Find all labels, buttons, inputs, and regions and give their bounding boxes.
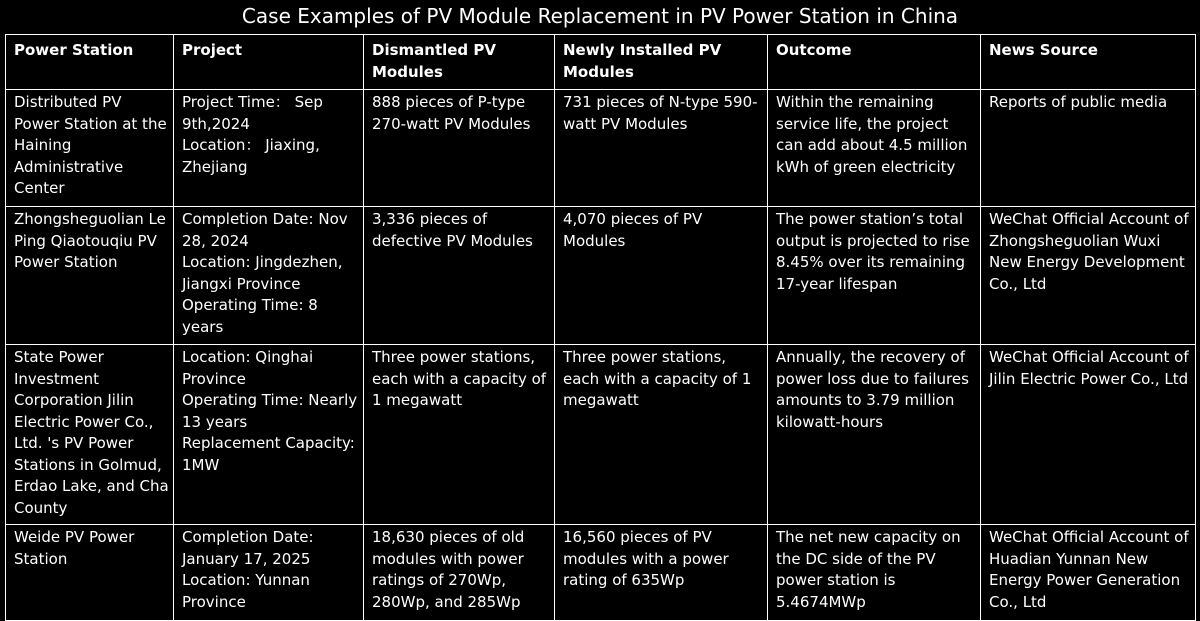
table-row <box>6 90 1196 207</box>
table-row <box>6 525 1196 621</box>
cell-outcome: Annually, the recovery of power loss due to failures amounts to 3.79 million kilowatt-hours <box>768 345 981 525</box>
case-examples-table <box>5 34 1196 621</box>
cell-new-installed: 4,070 pieces of PV Modules <box>555 207 768 345</box>
cell-dismantled: 888 pieces of P-type 270-watt PV Modules <box>364 90 555 207</box>
cell-power-station: Weide PV Power Station <box>6 525 174 621</box>
cell-news-source: WeChat Official Account of Huadian Yunnan New Energy Power Generation Co., Ltd <box>981 525 1196 621</box>
cell-project: Completion Date: January 17, 2025 Location: Yunnan Province <box>174 525 364 621</box>
cell-power-station: Distributed PV Power Station at the Haining Administrative Center <box>6 90 174 207</box>
cell-outcome: The net new capacity on the DC side of the PV power station is 5.4674MWp <box>768 525 981 621</box>
cell-new-installed: Three power stations, each with a capacity of 1 megawatt <box>555 345 768 525</box>
cell-outcome: The power station’s total output is projected to rise 8.45% over its remaining 17-year lifespan <box>768 207 981 345</box>
cell-project: Project Time： Sep 9th,2024 Location： Jiaxing, Zhejiang <box>174 90 364 207</box>
cell-dismantled: 18,630 pieces of old modules with power ratings of 270Wp, 280Wp, and 285Wp <box>364 525 555 621</box>
table-header-row <box>6 35 1196 90</box>
header-project: Project <box>174 35 364 90</box>
header-power-station: Power Station <box>6 35 174 90</box>
cell-news-source: WeChat Official Account of Zhongsheguolian Wuxi New Energy Development Co., Ltd <box>981 207 1196 345</box>
cell-outcome: Within the remaining service life, the project can add about 4.5 million kWh of green electricity <box>768 90 981 207</box>
cell-new-installed: 731 pieces of N-type 590-watt PV Modules <box>555 90 768 207</box>
cell-project: Location: Qinghai Province Operating Time: Nearly 13 years Replacement Capacity: 1MW <box>174 345 364 525</box>
cell-news-source: Reports of public media <box>981 90 1196 207</box>
table-row <box>6 345 1196 525</box>
cell-dismantled: 3,336 pieces of defective PV Modules <box>364 207 555 345</box>
page-title: Case Examples of PV Module Replacement in PV Power Station in China <box>241 4 959 28</box>
cell-dismantled: Three power stations, each with a capacity of 1 megawatt <box>364 345 555 525</box>
cell-project: Completion Date: Nov 28, 2024 Location: Jingdezhen, Jiangxi Province Operating Time: 8 years <box>174 207 364 345</box>
header-outcome: Outcome <box>768 35 981 90</box>
header-dismantled-modules: Dismantled PV Modules <box>364 35 555 90</box>
cell-power-station: Zhongsheguolian Le Ping Qiaotouqiu PV Power Station <box>6 207 174 345</box>
table-row <box>6 207 1196 345</box>
cell-new-installed: 16,560 pieces of PV modules with a power rating of 635Wp <box>555 525 768 621</box>
cell-news-source: WeChat Official Account of Jilin Electric Power Co., Ltd <box>981 345 1196 525</box>
cell-power-station: State Power Investment Corporation Jilin Electric Power Co., Ltd. 's PV Power Stations in Golmud, Erdao Lake, and Cha County <box>6 345 174 525</box>
header-new-modules: Newly Installed PV Modules <box>555 35 768 90</box>
header-news-source: News Source <box>981 35 1196 90</box>
